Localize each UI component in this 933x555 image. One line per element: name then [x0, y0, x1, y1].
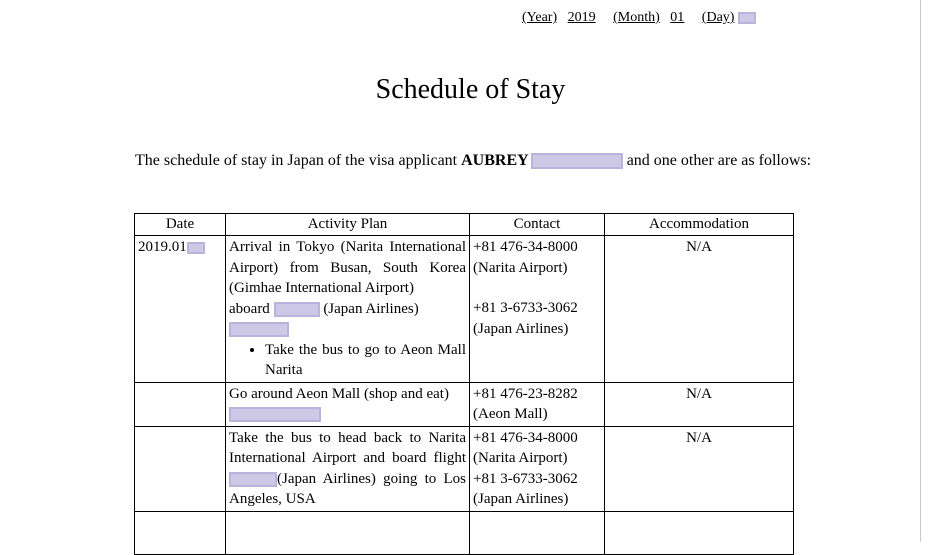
activity-airline: (Japan Airlines) — [323, 300, 419, 317]
activity-aboard: aboard — [229, 300, 270, 317]
contact-name: (Japan Airlines) — [473, 320, 569, 337]
accommodation-cell: N/A — [605, 236, 794, 383]
accommodation-cell: N/A — [605, 382, 794, 426]
redacted-detail — [229, 407, 321, 422]
day-label: (Day) — [701, 10, 735, 25]
contact-phone: +81 476-34-8000 — [473, 429, 578, 446]
redacted-detail — [229, 322, 289, 337]
activity-cell — [226, 236, 470, 383]
table-header-row — [135, 214, 794, 236]
contact-name: (Narita Airport) — [473, 450, 568, 466]
intro-prefix: The schedule of stay in Japan of the visa applicant — [135, 152, 458, 169]
header-date: Date — [135, 214, 226, 236]
contact-cell — [470, 426, 605, 511]
redacted-surname — [531, 153, 623, 169]
intro-suffix: and one other are as follows: — [626, 152, 812, 169]
activity-text-cont: (Japan Airlines) going to Los Angeles, USA — [229, 470, 466, 507]
redacted-date-day — [187, 242, 205, 254]
date-line — [522, 10, 756, 26]
header-accommodation: Accommodation — [605, 214, 794, 236]
redacted-day — [738, 12, 756, 24]
activity-cell — [226, 382, 470, 426]
month-label: (Month) — [613, 10, 660, 25]
list-item: • Take the bus to go to Aeon Mall Narita — [265, 340, 466, 381]
table-row — [135, 382, 794, 426]
applicant-name: AUBREY — [461, 152, 529, 169]
redacted-flight — [229, 472, 277, 487]
date-cell — [135, 511, 226, 554]
contact-name: (Japan Airlines) — [473, 491, 569, 507]
contact-name: (Aeon Mall) — [473, 406, 548, 422]
activity-text: Take the bus to head back to Narita International Airport and board flight — [229, 429, 466, 466]
month-value: 01 — [670, 10, 685, 25]
date-value: 2019.01 — [138, 239, 187, 255]
contact-phone: +81 476-23-8282 — [473, 385, 578, 402]
activity-text: Arrival in Tokyo (Narita International Airport) from Busan, South Korea (Gimhae International Airport) — [229, 239, 466, 296]
contact-name: (Narita Airport) — [473, 259, 568, 276]
page-title: Schedule of Stay — [375, 74, 566, 105]
date-cell — [135, 382, 226, 426]
table-row — [135, 511, 794, 554]
activity-text: Go around Aeon Mall (shop and eat) — [229, 385, 449, 402]
page-edge — [920, 0, 933, 542]
contact-phone: +81 476-34-8000 — [473, 239, 578, 255]
date-cell — [135, 426, 226, 511]
contact-cell — [470, 382, 605, 426]
date-cell — [135, 236, 226, 383]
activity-cell — [226, 426, 470, 511]
contact-cell — [470, 511, 605, 554]
table-row — [135, 426, 794, 511]
bullet-list — [229, 340, 466, 381]
header-contact: Contact — [470, 214, 605, 236]
contact-phone: +81 3-6733-3062 — [473, 470, 578, 487]
accommodation-cell — [605, 511, 794, 554]
contact-cell — [470, 236, 605, 383]
redacted-flight — [274, 302, 320, 317]
contact-phone: +81 3-6733-3062 — [473, 300, 578, 316]
activity-cell — [226, 511, 470, 554]
table-row — [135, 236, 794, 383]
year-value: 2019 — [567, 10, 596, 25]
intro-sentence — [135, 152, 811, 170]
header-activity: Activity Plan — [226, 214, 470, 236]
schedule-table — [134, 213, 794, 555]
contact-spacer — [473, 278, 601, 298]
accommodation-cell: N/A — [605, 426, 794, 511]
year-label: (Year) — [522, 10, 558, 25]
